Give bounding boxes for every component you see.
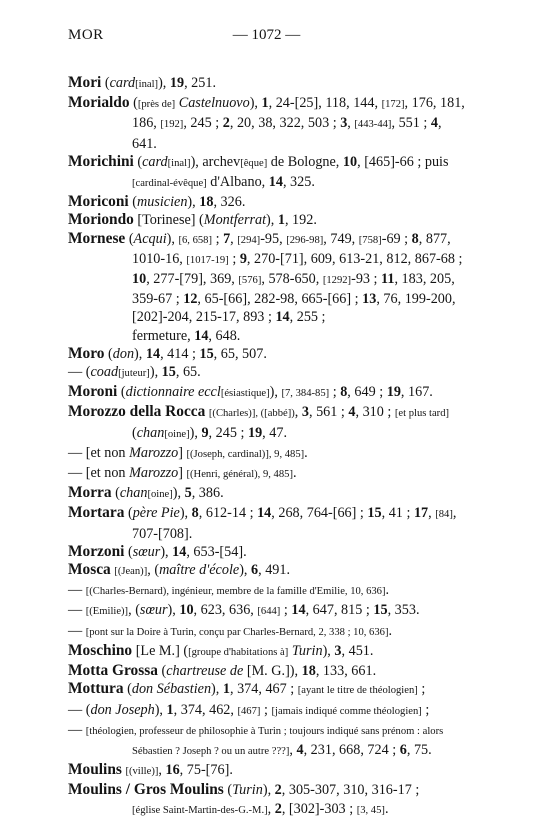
volume-number: 14 <box>275 309 290 326</box>
entry-text: de Bologne, <box>267 153 343 170</box>
editorial-note: [(ville)] <box>125 766 159 778</box>
entry-text: ), <box>187 194 200 211</box>
volume-number: 17 <box>413 505 429 522</box>
entry-text: , 326. <box>213 194 246 211</box>
volume-number: 12 <box>183 291 198 308</box>
entry-text: ), <box>262 782 275 799</box>
volume-number: 8 <box>340 384 348 401</box>
entry-text: , 374, 462, <box>173 701 238 718</box>
index-entry <box>68 153 468 193</box>
entry-text: -95, <box>260 230 287 247</box>
volume-number: 15 <box>199 345 214 362</box>
qualifier: sœur <box>132 543 161 560</box>
volume-number: 10 <box>132 271 147 288</box>
entry-text: , 268, 764-[66] ; <box>271 505 368 522</box>
qualifier: don Joseph <box>90 701 155 718</box>
index-entry <box>68 464 468 484</box>
entry-headword: Motta Grossa <box>68 662 158 680</box>
entry-headword: Moulins / Gros Moulins <box>68 781 224 799</box>
entry-text: , 386. <box>191 485 224 502</box>
volume-number: 10 <box>342 153 358 170</box>
entry-text: d'Albano, <box>206 174 269 191</box>
entry-headword: Mornese <box>68 229 126 247</box>
index-entry <box>68 504 468 542</box>
entry-text: , <box>428 505 436 522</box>
entry-text: ), <box>172 485 185 502</box>
qualifier: Castelnuovo <box>178 95 250 112</box>
entry-text: , 231, 668, 724 ; <box>303 741 400 758</box>
volume-number: 4 <box>296 741 304 758</box>
entry-headword: Morialdo <box>68 94 130 112</box>
volume-number: 3 <box>340 115 348 132</box>
entry-text: ), archev <box>190 153 241 170</box>
editorial-note: [(Charles-Bernard), ingénieur, membre de la famille d'Emilie, 10, 636] <box>85 586 386 598</box>
index-entry <box>68 561 468 581</box>
editorial-note: [inal] <box>135 79 159 90</box>
qualifier: coad <box>90 364 119 381</box>
editorial-note: [pont sur la Doire à Turin, conçu par Charles-Bernard, 2, 338 ; 10, 636] <box>85 626 389 638</box>
index-entry <box>68 74 468 94</box>
qualifier: Acqui <box>133 230 167 247</box>
entry-headword: Moschino <box>68 641 133 659</box>
index-entry <box>68 642 468 662</box>
entry-text: ( <box>223 782 233 799</box>
qualifier: chan <box>119 485 148 502</box>
entry-text: ( <box>133 153 143 170</box>
entry-text: ; <box>228 250 240 267</box>
entry-text: , 255 ; <box>289 309 326 326</box>
entry-text: , 641. <box>132 115 442 152</box>
entry-text: , 76, 199-200, [202]-204, 215-17, 893 ; <box>132 291 456 326</box>
entry-headword: Mortara <box>68 504 125 522</box>
index-entry <box>68 761 468 781</box>
qualifier: Turin <box>232 782 263 799</box>
editorial-note: [1017-19] <box>186 254 229 266</box>
entry-text: , 491. <box>258 562 291 579</box>
editorial-note: [(Jean)] <box>114 566 148 578</box>
entry-text: ; <box>212 230 224 247</box>
entry-headword: Mottura <box>68 680 124 698</box>
volume-number: 3 <box>301 404 309 421</box>
volume-number: 16 <box>165 762 180 779</box>
entry-text: ), <box>158 75 170 91</box>
entry-text: , [302]-303 ; <box>281 800 357 817</box>
editorial-note: [192] <box>160 119 184 131</box>
entry-text: , 75. <box>406 741 432 758</box>
entry-text: , 41 ; <box>381 505 414 522</box>
entry-text: [Torinese] ( <box>133 212 204 229</box>
entry-text: ), <box>154 701 167 718</box>
editorial-note: [théologien, professeur de philosophie à Turin ; toujours indiqué sans prénom : alors Sébastien ? Joseph ? ou un autre ???] <box>85 725 444 757</box>
entry-text: , 877, 1010-16, <box>132 230 451 267</box>
entry-headword: Morozzo della Rocca <box>68 403 206 421</box>
editorial-note: [7, 384-85] <box>281 388 330 400</box>
entry-text: , 245 ; <box>208 424 248 441</box>
index-entry <box>68 484 468 504</box>
entry-text: , ( <box>128 602 140 619</box>
volume-number: 2 <box>274 782 282 799</box>
entry-text: , 451. <box>341 642 374 659</box>
entry-text: ), <box>211 681 223 698</box>
volume-number: 11 <box>381 271 395 288</box>
index-entry <box>68 383 468 403</box>
editorial-note: [(Emilie)] <box>85 606 129 618</box>
index-entry <box>68 662 468 680</box>
volume-number: 14 <box>291 602 306 619</box>
entry-text: , 414 ; <box>160 345 200 362</box>
entry-text: , 647, 815 ; <box>305 602 374 619</box>
entry-text: ( <box>101 75 110 91</box>
editorial-note: [oine] <box>147 489 173 501</box>
entry-text: ; <box>421 701 430 718</box>
entry-text: — ( <box>68 364 91 381</box>
entry-text: ), <box>266 212 278 229</box>
editorial-note: [(Henri, général), 9, 485] <box>186 469 293 481</box>
volume-number: 18 <box>199 194 214 211</box>
entry-text: , [465]-66 ; puis <box>357 153 449 170</box>
entry-text: -69 ; <box>381 230 412 247</box>
volume-number: 15 <box>161 364 176 381</box>
entry-text: — <box>68 622 86 639</box>
qualifier: chartreuse de <box>166 663 244 680</box>
editorial-note: [êque] <box>240 157 268 169</box>
entry-text: , <box>347 115 355 132</box>
editorial-note: [758] <box>358 234 382 246</box>
entry-headword: Morra <box>68 484 112 502</box>
editorial-note: [inal] <box>167 157 191 169</box>
entry-text: , 561 ; <box>308 404 349 421</box>
editorial-note: [ayant le titre de théologien] <box>297 685 418 697</box>
qualifier: père Pie <box>132 505 180 522</box>
entry-text: ; <box>329 384 341 401</box>
entry-text: , 653-[54]. <box>186 543 247 560</box>
entry-text: , 749, <box>323 230 359 247</box>
page-number: — 1072 — <box>232 27 301 43</box>
volume-number: 1 <box>261 95 269 112</box>
entry-text: — [et non <box>68 444 130 461</box>
volume-number: 19 <box>386 384 401 401</box>
index-entry <box>68 622 468 642</box>
editorial-note: [1292] <box>322 275 352 287</box>
entry-text: . <box>304 444 308 461</box>
entry-text: , <box>158 762 166 779</box>
entry-text: , 707-[708]. <box>132 505 457 542</box>
entry-text: , 133, 661. <box>315 663 377 680</box>
volume-number: 14 <box>268 174 283 191</box>
qualifier: don <box>112 345 135 362</box>
volume-number: 4 <box>430 115 438 132</box>
index-entry <box>68 543 468 561</box>
volume-number: 13 <box>362 291 377 308</box>
editorial-note: [ésiastique] <box>220 388 270 400</box>
entry-text: ( <box>104 345 113 362</box>
volume-number: 9 <box>201 424 209 441</box>
editorial-note: [172] <box>381 99 405 111</box>
editorial-note: [6, 658] <box>178 234 213 246</box>
entry-text: — ( <box>68 701 91 718</box>
entry-text: , <box>230 230 238 247</box>
entry-text: , 648. <box>208 327 241 344</box>
volume-number: 4 <box>348 404 356 421</box>
editorial-note: [près de] <box>137 99 176 111</box>
volume-number: 6 <box>399 741 407 758</box>
entry-text: , ( <box>147 562 160 579</box>
volume-number: 14 <box>172 543 187 560</box>
entry-text: ), <box>239 562 252 579</box>
editorial-note: [644] <box>257 606 281 618</box>
entry-text: ), <box>249 95 262 112</box>
volume-number: 14 <box>145 345 161 362</box>
qualifier: Marozzo <box>129 444 179 461</box>
entry-text: — [et non <box>68 465 130 482</box>
entry-text: , 305-307, 310, 316-17 ; <box>281 782 420 799</box>
editorial-note: [groupe d'habitations à] <box>188 646 289 658</box>
entry-text: ), <box>149 364 162 381</box>
entry-text: , 353. <box>387 602 420 619</box>
entry-text: fermeture, <box>132 327 195 344</box>
editorial-note: [juteur] <box>118 368 150 380</box>
entry-text: ), <box>269 384 282 401</box>
editorial-note: [443-44] <box>354 119 392 131</box>
volume-number: 2 <box>274 800 282 817</box>
entry-text: , 325. <box>282 174 315 191</box>
index-entry <box>68 444 468 464</box>
entry-text: , 65, 507. <box>213 345 267 362</box>
entry-text: ), <box>166 230 179 247</box>
entry-text: , 75-[76]. <box>179 762 233 779</box>
index-entry <box>68 680 468 700</box>
entry-text: , <box>294 404 302 421</box>
editorial-note: [84] <box>435 509 453 521</box>
entry-text: . <box>385 582 390 599</box>
qualifier: maître d'école <box>159 562 240 579</box>
entry-text: , 612-14 ; <box>198 505 258 522</box>
entry-text: , <box>289 741 297 758</box>
editorial-note: [3, 45] <box>356 804 385 816</box>
entry-text: [Le M.] ( <box>132 642 189 659</box>
entry-text: , 374, 467 ; <box>229 681 298 698</box>
running-head-section: MOR <box>68 27 104 43</box>
entry-text: , 649 ; <box>347 384 387 401</box>
editorial-note: [296-98] <box>286 234 324 246</box>
entry-text: , 176, 181, 186, <box>132 95 465 132</box>
volume-number: 18 <box>301 663 316 680</box>
volume-number: 3 <box>334 642 342 659</box>
index-entry <box>68 601 468 621</box>
qualifier: dictionnaire eccl <box>125 384 221 401</box>
editorial-note: [(Joseph, cardinal)], 9, 485] <box>186 448 305 460</box>
qualifier: Marozzo <box>129 465 179 482</box>
entry-text: ( <box>125 230 134 247</box>
entry-text: , 47. <box>262 424 287 441</box>
volume-number: 15 <box>367 505 382 522</box>
index-entry <box>68 403 468 443</box>
entry-text: ), <box>179 505 192 522</box>
qualifier: chan <box>136 424 165 441</box>
volume-number: 14 <box>257 505 272 522</box>
entry-text: ( <box>124 505 133 522</box>
entry-text: . <box>384 800 389 817</box>
index-entry <box>68 781 468 819</box>
entry-headword: Moro <box>68 344 105 362</box>
entry-text: , 578-650, <box>261 271 323 288</box>
editorial-note: [oine] <box>164 428 190 440</box>
entry-text: ( <box>111 485 120 502</box>
index-entry <box>68 363 468 383</box>
volume-number: 2 <box>222 115 230 132</box>
volume-number: 1 <box>277 212 285 229</box>
qualifier: sœur <box>139 602 168 619</box>
entry-text: ( <box>157 663 167 680</box>
entry-headword: Morzoni <box>68 542 125 560</box>
editorial-note: [294] <box>237 234 261 246</box>
volume-number: 15 <box>373 602 388 619</box>
qualifier: Turin <box>291 642 323 659</box>
entry-headword: Mori <box>68 74 102 91</box>
entry-headword: Moulins <box>68 761 122 779</box>
entry-text: ( <box>128 194 137 211</box>
entry-headword: Morichini <box>68 152 134 170</box>
entry-text: , 192. <box>284 212 317 229</box>
qualifier: card <box>142 153 168 170</box>
entry-text: , 65. <box>175 364 201 381</box>
volume-number: 19 <box>169 75 185 91</box>
entry-text: , 24-[25], 118, 144, <box>268 95 382 112</box>
qualifier: card <box>109 75 136 91</box>
entry-text: ), <box>189 424 202 441</box>
entry-text: — <box>68 721 86 738</box>
entry-text: , <box>267 800 275 817</box>
volume-number: 19 <box>247 424 263 441</box>
entry-headword: Moroni <box>68 383 118 401</box>
volume-number: 8 <box>411 230 419 247</box>
index-entries <box>68 74 468 820</box>
index-entry <box>68 701 468 721</box>
volume-number: 9 <box>239 250 247 267</box>
entry-text: ( <box>124 543 133 560</box>
entry-text: , 270-[71], 609, 613-21, 812, 867-68 ; <box>246 250 463 267</box>
entry-text: . <box>388 622 393 639</box>
entry-text: ), <box>167 602 180 619</box>
entry-text: , 65-[66], 282-98, 665-[66] ; <box>197 291 363 308</box>
entry-text: ), <box>134 345 146 362</box>
volume-number: 1 <box>166 701 174 718</box>
index-entry <box>68 230 468 345</box>
entry-text: ( <box>117 384 126 401</box>
entry-text: , 167. <box>400 384 433 401</box>
volume-number: 7 <box>223 230 231 247</box>
qualifier: musicien <box>136 194 188 211</box>
entry-text: , 277-[79], 369, <box>146 271 239 288</box>
entry-text: [M. G.]), <box>243 663 302 680</box>
volume-number: 10 <box>179 602 194 619</box>
entry-text: . <box>292 465 297 482</box>
index-entry <box>68 193 468 211</box>
volume-number: 8 <box>191 505 199 522</box>
entry-headword: Moriconi <box>68 193 129 211</box>
entry-text: , 245 ; <box>183 115 223 132</box>
entry-text: , 251. <box>184 75 216 91</box>
entry-text: , 551 ; <box>391 115 431 132</box>
entry-text: ( <box>129 95 138 112</box>
editorial-note: [cardinal-évêque] <box>132 178 207 190</box>
qualifier: don Sébastien <box>131 681 212 698</box>
entry-text: , 20, 38, 322, 503 ; <box>229 115 341 132</box>
volume-number: 1 <box>222 681 230 698</box>
entry-text: ( <box>123 681 132 698</box>
entry-text: ; <box>280 602 292 619</box>
entry-text: , 183, 205, 359-67 ; <box>132 271 455 308</box>
entry-text: — <box>68 582 86 599</box>
editorial-note: [576] <box>238 275 262 287</box>
entry-text: , 310 ; <box>355 404 395 421</box>
entry-headword: Mosca <box>68 561 111 579</box>
index-entry <box>68 345 468 363</box>
entry-text: ; <box>260 701 272 718</box>
index-entry <box>68 94 468 153</box>
entry-text: ] <box>178 465 187 482</box>
entry-text: ; <box>417 681 426 698</box>
volume-number: 14 <box>194 327 209 344</box>
index-entry <box>68 721 468 761</box>
qualifier: Montferrat <box>203 212 267 229</box>
entry-text: -93 ; <box>351 271 382 288</box>
editorial-note: [467] <box>237 705 261 717</box>
entry-text: ( <box>132 424 137 441</box>
editorial-note: [jamais indiqué comme théologien] <box>271 705 422 717</box>
entry-text: ), <box>322 642 335 659</box>
entry-text: — <box>68 602 86 619</box>
index-entry <box>68 581 468 601</box>
editorial-note: [(Charles)], ([abbé]) <box>208 408 295 420</box>
entry-text: ] <box>178 444 187 461</box>
index-entry <box>68 211 468 229</box>
entry-text: ), <box>160 543 173 560</box>
entry-headword: Moriondo <box>68 211 134 229</box>
volume-number: 5 <box>184 485 192 502</box>
entry-text: , 623, 636, <box>193 602 258 619</box>
volume-number: 6 <box>251 562 259 579</box>
editorial-note: [église Saint-Martin-des-G.-M.] <box>132 804 268 816</box>
editorial-note: [et plus tard] <box>394 408 450 420</box>
